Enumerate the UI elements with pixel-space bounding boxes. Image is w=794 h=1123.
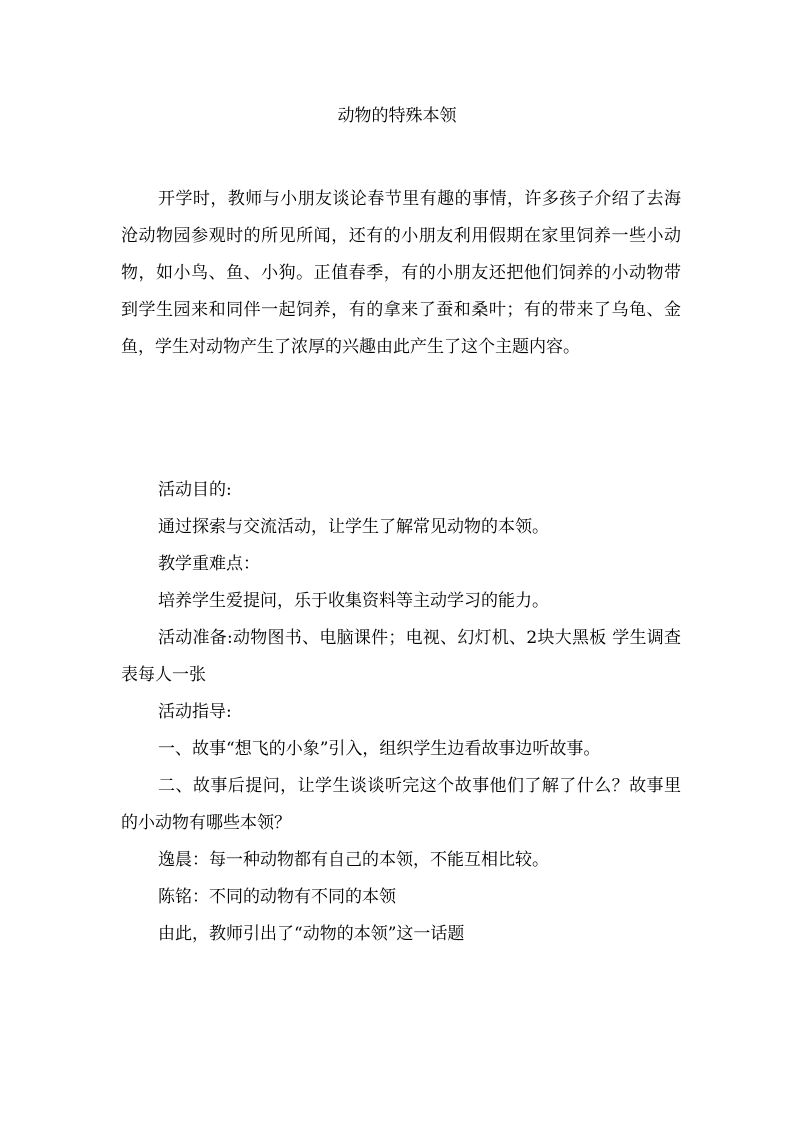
activity-goal-text: 通过探索与交流活动，让学生了解常见动物的本领。 xyxy=(158,517,549,537)
activity-sections xyxy=(121,472,681,953)
guidance-step-one: 一、故事“想飞的小象”引入，组织学生边看故事边听故事。 xyxy=(158,739,601,759)
student-answer-chenming: 陈铭：不同的动物有不同的本领 xyxy=(158,887,396,907)
document-title: 动物的特殊本领 xyxy=(337,106,457,126)
intro-block xyxy=(121,181,681,366)
key-difficulty-text: 培养学生爱提问，乐于收集资料等主动学习的能力。 xyxy=(158,591,549,611)
key-difficulty-heading: 教学重难点： xyxy=(158,554,260,574)
guidance-step-two: 二、故事后提问，让学生谈谈听完这个故事他们了解了什么？故事里的小动物有哪些本领？ xyxy=(121,776,681,833)
teacher-conclusion: 由此，教师引出了“动物的本领”这一话题 xyxy=(158,924,465,944)
activity-preparation: 活动准备:动物图书、电脑课件；电视、幻灯机、2块大黑板 学生调查表每人一张 xyxy=(121,628,681,685)
intro-paragraph: 开学时，教师与小朋友谈论春节里有趣的事情，许多孩子介绍了去海沧动物园参观时的所见所闻，还有的小朋友利用假期在家里饲养一些小动物，如小鸟、鱼、小狗。正值春季，有的小朋友还把他们饲养的小动物带到学生园来和同伴一起饲养，有的拿来了蚕和桑叶；有的带来了乌龟、金鱼，学生对动物产生了浓厚的兴趣由此产生了这个主题内容。 xyxy=(121,189,681,357)
activity-guidance-heading: 活动指导: xyxy=(158,702,232,722)
student-answer-yichen: 逸晨：每一种动物都有自己的本领，不能互相比较。 xyxy=(158,850,549,870)
activity-goal-heading: 活动目的: xyxy=(158,480,232,500)
